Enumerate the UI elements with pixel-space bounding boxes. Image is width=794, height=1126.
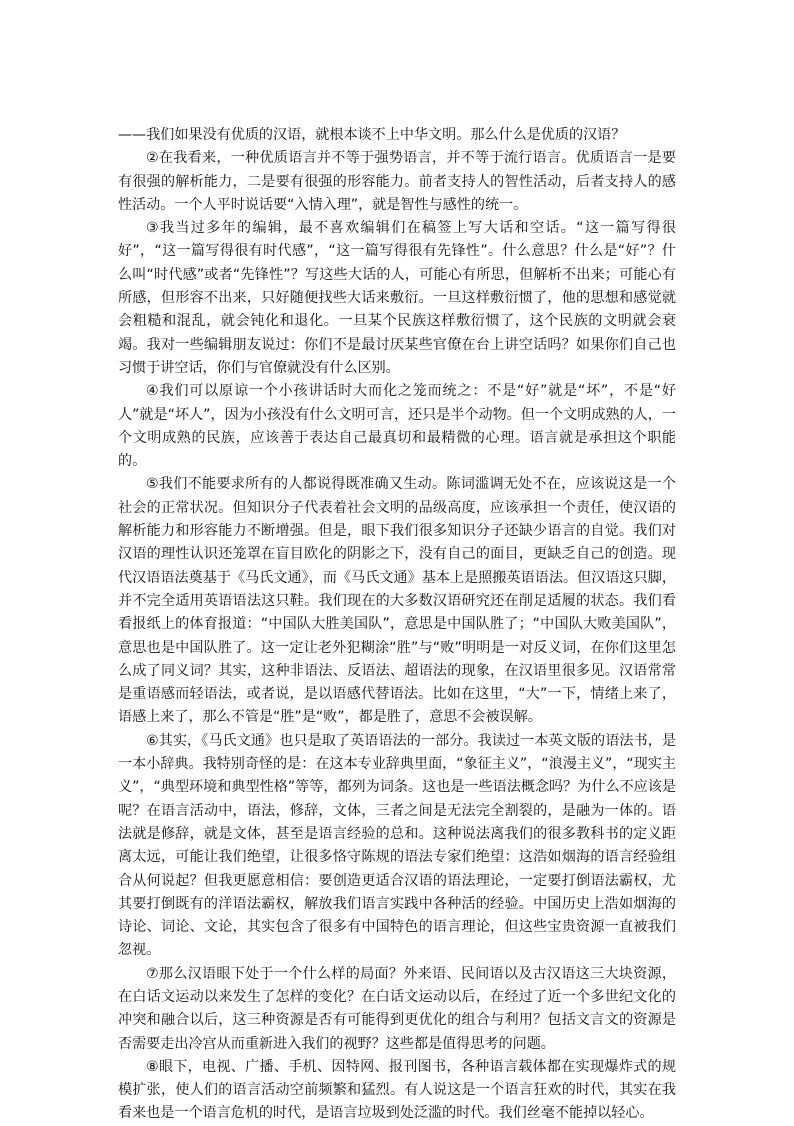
paragraph-7: ⑦那么汉语眼下处于一个什么样的局面？外来语、民间语以及古汉语这三大块资源，在白话文运动以来发生了怎样的变化？在白话文运动以后，在经过了近一个多世纪文化的冲突和融合以后，这三种资源是否有可能得到更优化的组合与利用？包括文言文的资源是否需要走出冷宫从而重新进入我们的视野？这些都是值得思考的问题。 — [118, 965, 676, 1052]
paragraph-8: ⑧眼下，电视、广播、手机、因特网、报刊图书，各种语言载体都在实现爆炸式的规模扩张，使人们的语言活动空前频繁和猛烈。有人说这是一个语言狂欢的时代，其实在我看来也是一个语言危机的时代，是语言垃圾到处泛滥的时代。我们丝毫不能掉以轻心。 — [118, 1058, 676, 1122]
paragraph-5: ⑤我们不能要求所有的人都说得既准确又生动。陈词滥调无处不在，应该说这是一个社会的正常状况。但知识分子代表着社会文明的品级高度，应该承担一个责任，使汉语的解析能力和形容能力不断增强。但是，眼下我们很多知识分子还缺少语言的自觉。我们对汉语的理性认识还笼罩在盲目欧化的阴影之下，没有自己的面目，更缺乏自己的创造。现代汉语语法奠基于《马氏文通》，而《马氏文通》基本上是照搬英语语法。但汉语这只脚，并不完全适用英语语法这只鞋。我们现在的大多数汉语研究还在削足适履的状态。我们看看报纸上的体育报道：“中国队大胜美国队”，意思是中国队胜了；“中国队大败美国队”，意思也是中国队胜了。这一定让老外犯糊涂“胜”与“败”明明是一对反义词，在你们这里怎么成了同义词？其实，这种非语法、反语法、超语法的现象，在汉语里很多见。汉语常常是重语感而轻语法，或者说，是以语感代替语法。比如在这里，“大”一下，情绪上来了，语感上来了，那么不管是“胜”是“败”，都是胜了，意思不会被误解。 — [118, 476, 676, 726]
paragraph-1: ——我们如果没有优质的汉语，就根本谈不上中华文明。那么什么是优质的汉语？ — [118, 127, 626, 143]
paragraph-4: ④我们可以原谅一个小孩讲话时大而化之笼而统之：不是“好”就是“坏”，不是“好人”就是“坏人”，因为小孩没有什么文明可言，还只是半个动物。但一个文明成熟的人，一个文明成熟的民族，应该善于表达自己最真切和最精微的心理。语言就是承担这个职能的。 — [118, 383, 676, 470]
paragraph-6: ⑥其实，《马氏文通》也只是取了英语语法的一部分。我读过一本英文版的语法书，是一本小辞典。我特别奇怪的是：在这本专业辞典里面，“象征主义”，“浪漫主义”，“现实主义”，“典型环境和典型性格”等等，都列为词条。这也是一些语法概念吗？为什么不应该是呢？在语言活动中，语法，修辞，文体，三者之间是无法完全割裂的，是融为一体的。语法就是修辞，就是文体，甚至是语言经验的总和。这种说法离我们的很多教科书的定义距离太远，可能让我们绝望，让很多恪守陈规的语法专家们绝望：这浩如烟海的语言经验组合从何说起？但我更愿意相信：要创造更适合汉语的语法理论，一定要打倒语法霸权，尤其要打倒既有的洋语法霸权，解放我们语言实践中各种活的经验。中国历史上浩如烟海的诗论、词论、文论，其实包含了很多有中国特色的语言理论，但这些宝贵资源一直被我们忽视。 — [118, 732, 676, 959]
paragraph-3: ③我当过多年的编辑，最不喜欢编辑们在稿签上写大话和空话。“这一篇写得很好”，“这一篇写得很有时代感”，“这一篇写得很有先锋性”。什么意思？什么是“好”？什么叫“时代感”或者“先锋性”？写这些大话的人，可能心有所思，但解析不出来；可能心有所感，但形容不出来，只好随便找些大话来敷衍。一旦这样敷衍惯了，他的思想和感觉就会粗糙和混乱，就会钝化和退化。一旦某个民族这样敷衍惯了，这个民族的文明就会衰竭。我对一些编辑朋友说过：你们不是最讨厌某些官僚在台上讲空话吗？如果你们自己也习惯于讲空话，你们与官僚就没有什么区别。 — [118, 220, 676, 376]
paragraph-2: ②在我看来，一种优质语言并不等于强势语言，并不等于流行语言。优质语言一是要有很强的解析能力，二是要有很强的形容能力。前者支持人的智性活动，后者支持人的感性活动。一个人平时说话要“入情入理”，就是智性与感性的统一。 — [118, 150, 676, 213]
article-body — [118, 124, 676, 1126]
